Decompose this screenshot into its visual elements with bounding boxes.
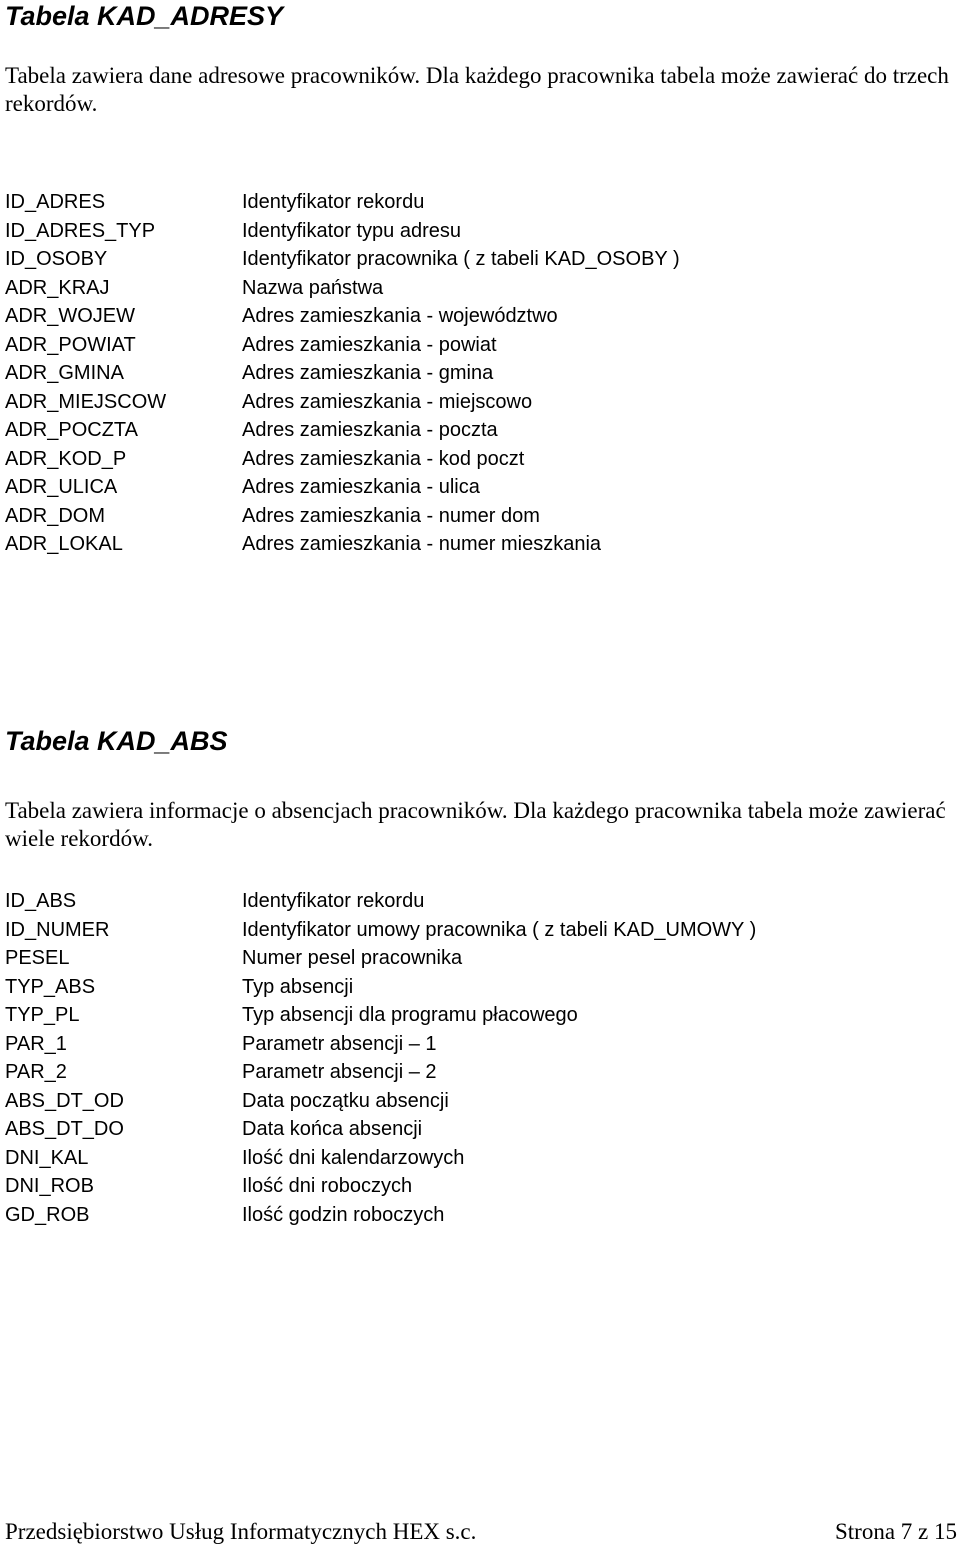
field-description: Identyfikator typu adresu [242, 219, 462, 242]
field-row [5, 1001, 960, 1030]
field-row [5, 388, 960, 417]
field-description: Nazwa państwa [242, 276, 384, 299]
field-name: ID_NUMER [5, 918, 110, 941]
section-description: Tabela zawiera informacje o absencjach pracowników. Dla każdego pracownika tabela może zawierać wiele rekordów. [5, 798, 946, 851]
field-description: Adres zamieszkania - numer dom [242, 504, 540, 527]
field-row [5, 1201, 960, 1230]
field-name: PESEL [5, 947, 70, 969]
field-row [5, 445, 960, 474]
field-name: ADR_POCZTA [5, 419, 138, 441]
field-row [5, 331, 960, 360]
page-footer [5, 1517, 957, 1547]
field-name: PAR_1 [5, 1032, 67, 1055]
field-description: Ilość dni kalendarzowych [242, 1146, 465, 1169]
field-row [5, 1144, 960, 1173]
field-description: Ilość dni roboczych [242, 1175, 413, 1197]
field-name: ID_ADRES [5, 191, 106, 213]
field-name: ADR_MIEJSCOW [5, 390, 167, 413]
field-row [5, 944, 960, 973]
field-description: Adres zamieszkania - kod poczt [242, 447, 525, 470]
field-name: TYP_ABS [5, 975, 96, 998]
field-list [5, 887, 960, 1229]
section-description: Tabela zawiera dane adresowe pracowników. Dla każdego pracownika tabela może zawierać do trzech rekordów. [5, 63, 949, 116]
table-section-kad-adresy [5, 0, 960, 559]
field-row [5, 416, 960, 445]
field-description: Identyfikator rekordu [242, 191, 425, 213]
field-row [5, 1087, 960, 1116]
field-name: ADR_LOKAL [5, 533, 123, 555]
field-description: Adres zamieszkania - powiat [242, 333, 497, 356]
footer-company: Przedsiębiorstwo Usług Informatycznych HEX s.c. [5, 1519, 477, 1544]
field-row [5, 1030, 960, 1059]
field-description: Adres zamieszkania - gmina [242, 362, 494, 384]
field-name: ADR_WOJEW [5, 305, 135, 327]
footer-page-number: Strona 7 z 15 [834, 1519, 957, 1544]
field-row [5, 1115, 960, 1144]
field-row [5, 359, 960, 388]
field-row [5, 1058, 960, 1087]
field-description: Data początku absencji [242, 1089, 449, 1112]
field-description: Data końca absencji [242, 1118, 423, 1140]
field-name: DNI_KAL [5, 1146, 89, 1169]
field-description: Parametr absencji – 2 [242, 1061, 437, 1083]
field-name: ADR_KOD_P [5, 447, 127, 470]
field-row [5, 887, 960, 916]
field-name: ADR_GMINA [5, 362, 124, 384]
field-description: Adres zamieszkania - poczta [242, 419, 498, 441]
field-description: Identyfikator umowy pracownika ( z tabeli KAD_UMOWY ) [242, 918, 757, 941]
field-name: ADR_KRAJ [5, 276, 110, 299]
field-name: ADR_DOM [5, 504, 106, 527]
field-row [5, 274, 960, 303]
field-row [5, 530, 960, 559]
field-name: ADR_POWIAT [5, 333, 136, 356]
field-row [5, 1172, 960, 1201]
field-name: GD_ROB [5, 1203, 90, 1226]
field-name: ID_ABS [5, 890, 77, 912]
field-row [5, 473, 960, 502]
field-description: Numer pesel pracownika [242, 947, 463, 969]
field-row [5, 502, 960, 531]
field-row [5, 302, 960, 331]
table-section-kad-abs [5, 725, 960, 1229]
field-description: Adres zamieszkania - województwo [242, 305, 558, 327]
field-name: ABS_DT_DO [5, 1118, 124, 1140]
field-description: Adres zamieszkania - numer mieszkania [242, 533, 602, 555]
field-description: Parametr absencji – 1 [242, 1032, 437, 1055]
field-row [5, 916, 960, 945]
field-row [5, 973, 960, 1002]
field-name: ID_OSOBY [5, 248, 108, 270]
field-name: ABS_DT_OD [5, 1089, 124, 1112]
field-description: Typ absencji [242, 975, 354, 998]
field-name: PAR_2 [5, 1061, 67, 1083]
field-description: Identyfikator rekordu [242, 890, 425, 912]
field-description: Adres zamieszkania - miejscowo [242, 390, 533, 413]
field-name: ADR_ULICA [5, 476, 118, 498]
field-description: Typ absencji dla programu płacowego [242, 1004, 578, 1026]
field-name: DNI_ROB [5, 1175, 94, 1197]
section-title: Tabela KAD_ADRESY [5, 1, 284, 31]
field-description: Ilość godzin roboczych [242, 1203, 445, 1226]
field-row [5, 188, 960, 217]
field-description: Identyfikator pracownika ( z tabeli KAD_OSOBY ) [242, 248, 680, 270]
field-list [5, 188, 960, 559]
field-description: Adres zamieszkania - ulica [242, 476, 480, 498]
field-row [5, 245, 960, 274]
section-title: Tabela KAD_ABS [5, 726, 228, 756]
field-name: ID_ADRES_TYP [5, 219, 156, 242]
field-name: TYP_PL [5, 1004, 80, 1026]
field-row [5, 217, 960, 246]
